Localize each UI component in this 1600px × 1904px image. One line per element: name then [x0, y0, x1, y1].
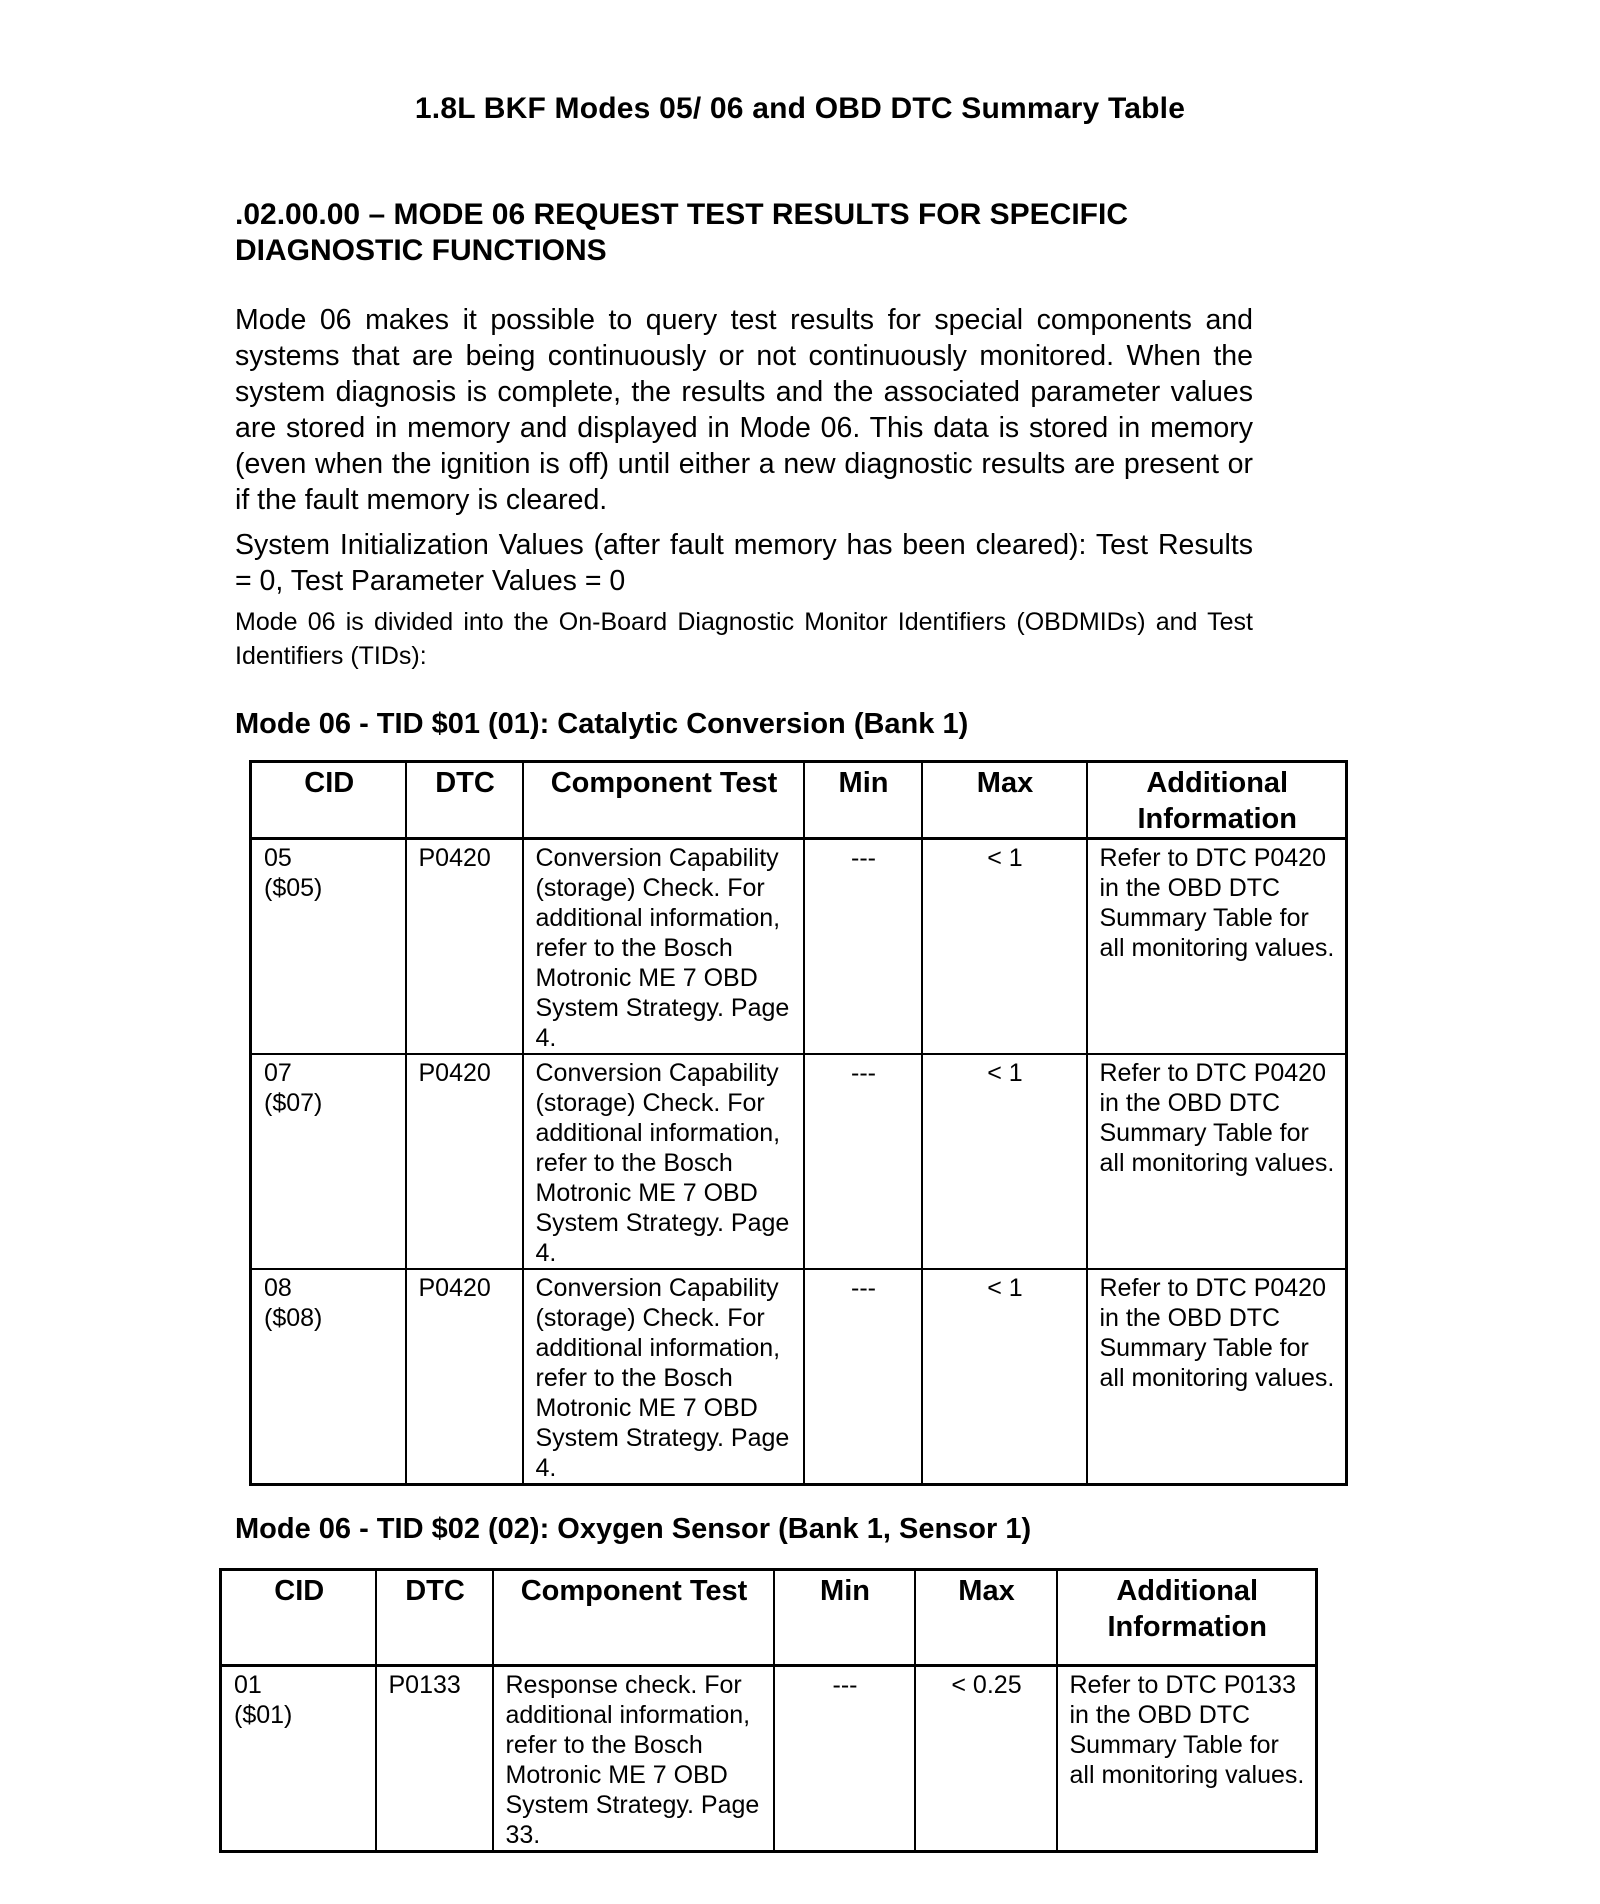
obdmid-paragraph: Mode 06 is divided into the On-Board Diagnostic Monitor Identifiers (OBDMIDs) and Test Identifiers (TIDs):	[235, 608, 1253, 670]
page-title: 1.8L BKF Modes 05/ 06 and OBD DTC Summary Table	[414, 92, 1186, 125]
dtc-cell: P0420	[406, 1054, 523, 1269]
header-additional-information: Additional Information	[1087, 762, 1347, 839]
header-min: Min	[804, 762, 922, 839]
table-row	[221, 1666, 1317, 1852]
table-row	[251, 1054, 1347, 1269]
header-component-test: Component Test	[493, 1570, 774, 1666]
additional-info-cell: Refer to DTC P0133 in the OBD DTC Summary Table for all monitoring values.	[1057, 1666, 1317, 1852]
header-max: Max	[915, 1570, 1057, 1666]
dtc-cell: P0133	[376, 1666, 493, 1852]
cid-value: 01	[234, 1671, 262, 1699]
table-row	[251, 839, 1347, 1055]
min-cell: ---	[804, 1269, 922, 1485]
header-component-test: Component Test	[523, 762, 804, 839]
additional-info-cell: Refer to DTC P0420 in the OBD DTC Summary Table for all monitoring values.	[1087, 1054, 1347, 1269]
dtc-cell: P0420	[406, 1269, 523, 1485]
header-cid: CID	[221, 1570, 376, 1666]
cid-cell	[221, 1666, 376, 1852]
dtc-cell: P0420	[406, 839, 523, 1055]
table-caption-tid02: Mode 06 - TID $02 (02): Oxygen Sensor (Bank 1, Sensor 1)	[235, 1513, 1032, 1545]
header-min: Min	[774, 1570, 915, 1666]
component-test-cell: Response check. For additional information, refer to the Bosch Motronic ME 7 OBD System Strategy. Page 33.	[493, 1666, 774, 1852]
initialization-paragraph: System Initialization Values (after fault memory has been cleared): Test Results = 0, Test Parameter Values = 0	[235, 529, 1253, 597]
header-additional-information: Additional Information	[1057, 1570, 1317, 1666]
table-row	[251, 1269, 1347, 1485]
header-max: Max	[922, 762, 1087, 839]
header-dtc: DTC	[406, 762, 523, 839]
max-cell: < 1	[922, 1054, 1087, 1269]
cid-value: 05	[264, 844, 292, 872]
header-cid: CID	[251, 762, 406, 839]
additional-info-cell: Refer to DTC P0420 in the OBD DTC Summary Table for all monitoring values.	[1087, 839, 1347, 1055]
additional-info-cell: Refer to DTC P0420 in the OBD DTC Summary Table for all monitoring values.	[1087, 1269, 1347, 1485]
section-heading: .02.00.00 – MODE 06 REQUEST TEST RESULTS FOR SPECIFIC DIAGNOSTIC FUNCTIONS	[235, 198, 1128, 267]
cid-hex-value: ($01)	[234, 1701, 293, 1729]
max-cell: < 1	[922, 839, 1087, 1055]
component-test-cell: Conversion Capability (storage) Check. For additional information, refer to the Bosch Motronic ME 7 OBD System Strategy. Page 4.	[523, 839, 804, 1055]
min-cell: ---	[774, 1666, 915, 1852]
max-cell: < 0.25	[915, 1666, 1057, 1852]
tid02-table	[219, 1568, 1318, 1853]
cid-cell	[251, 839, 406, 1055]
max-cell: < 1	[922, 1269, 1087, 1485]
component-test-cell: Conversion Capability (storage) Check. For additional information, refer to the Bosch Motronic ME 7 OBD System Strategy. Page 4.	[523, 1269, 804, 1485]
cid-cell	[251, 1054, 406, 1269]
cid-hex-value: ($05)	[264, 874, 323, 902]
tid01-table	[249, 760, 1348, 1486]
min-cell: ---	[804, 839, 922, 1055]
cid-cell	[251, 1269, 406, 1485]
table-header-row	[221, 1570, 1317, 1666]
cid-value: 08	[264, 1274, 292, 1302]
table-caption-tid01: Mode 06 - TID $01 (01): Catalytic Conversion (Bank 1)	[235, 708, 969, 740]
cid-hex-value: ($08)	[264, 1304, 323, 1332]
min-cell: ---	[804, 1054, 922, 1269]
component-test-cell: Conversion Capability (storage) Check. For additional information, refer to the Bosch Motronic ME 7 OBD System Strategy. Page 4.	[523, 1054, 804, 1269]
header-dtc: DTC	[376, 1570, 493, 1666]
table-header-row	[251, 762, 1347, 839]
intro-paragraph: Mode 06 makes it possible to query test results for special components and systems that are being continuously or not continuously monitored. When the system diagnosis is complete, the results and the associated parameter values are stored in memory and displayed in Mode 06. This data is stored in memory (even when the ignition is off) until either a new diagnostic results are present or if the fault memory is cleared.	[235, 304, 1253, 516]
cid-hex-value: ($07)	[264, 1089, 323, 1117]
cid-value: 07	[264, 1059, 292, 1087]
